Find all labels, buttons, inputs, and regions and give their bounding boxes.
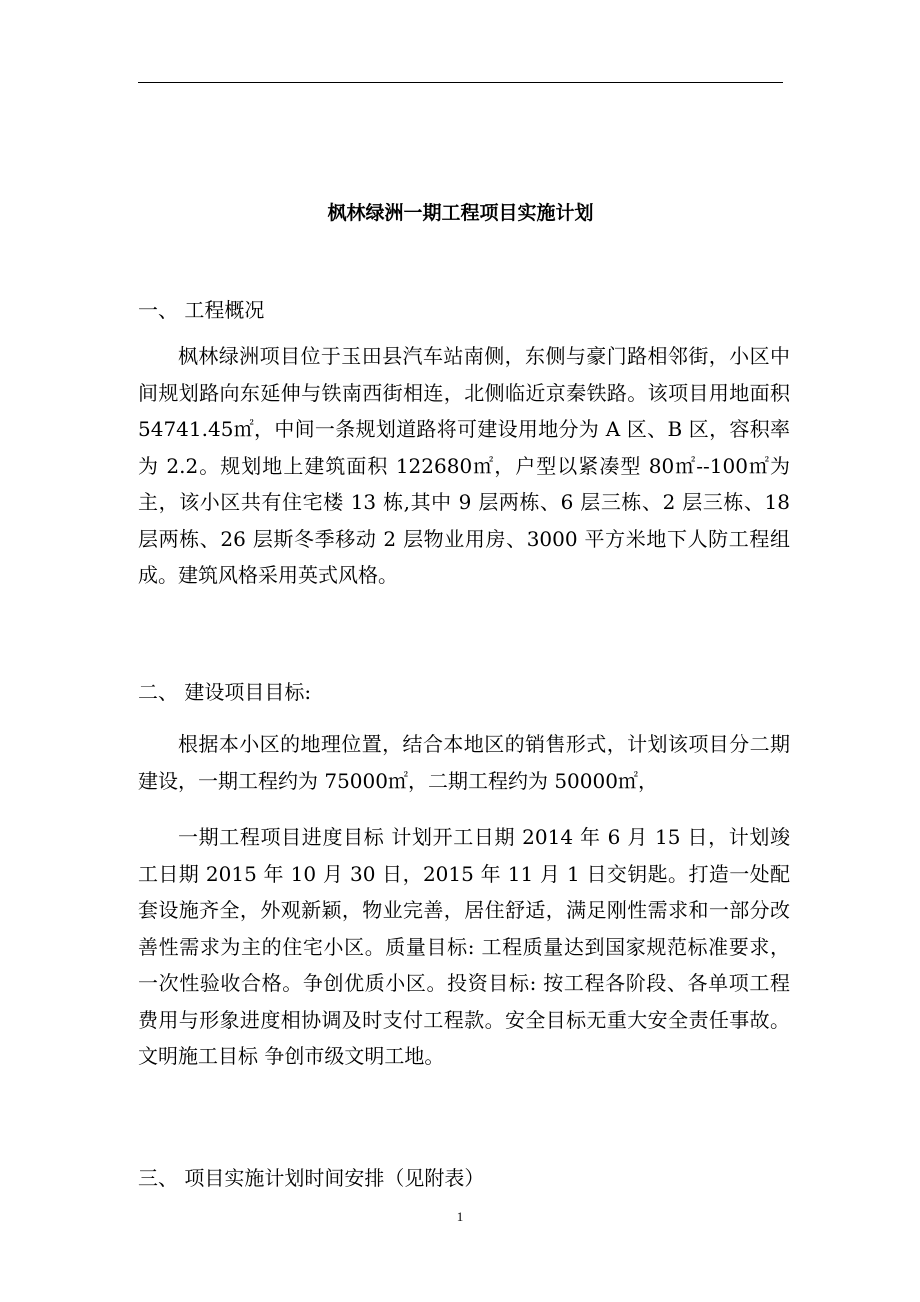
page-number: 1	[456, 1209, 464, 1224]
paragraph-construction-phases: 根据本小区的地理位置，结合本地区的销售形式，计划该项目分二期建设，一期工程约为 75000㎡，二期工程约为 50000㎡，	[138, 732, 790, 793]
section-heading-overview: 一、 工程概况	[138, 298, 265, 322]
paragraph-project-overview: 枫林绿洲项目位于玉田县汽车站南侧，东侧与豪门路相邻街，小区中间规划路向东延伸与铁南西街相连，北侧临近京秦铁路。该项目用地面积 54741.45㎡，中间一条规划道路将可建设用地分为 A 区、B 区，容积率为 2.2。规划地上建筑面积 122680㎡，户型以紧凑型 80㎡--100㎡为主，该小区共有住宅楼 13 栋,其中 9 层两栋、6 层三栋、2 层三栋、18 层两栋、26 层斯冬季移动 2 层物业用房、3000 平方米地下人防工程组成。建筑风格采用英式风格。	[138, 344, 790, 587]
section-heading-schedule: 三、 项目实施计划时间安排（见附表）	[138, 1166, 485, 1190]
header-rule	[138, 82, 783, 83]
section-heading-goals: 二、 建设项目目标:	[138, 680, 312, 704]
document-title: 枫林绿洲一期工程项目实施计划	[327, 202, 594, 224]
paragraph-phase-one-targets: 一期工程项目进度目标 计划开工日期 2014 年 6 月 15 日，计划竣工日期 2015 年 10 月 30 日，2015 年 11 月 1 日交钥匙。打造一处配套设施齐全，外观新颖，物业完善，居住舒适，满足刚性需求和一部分改善性需求为主的住宅小区。质量目标: 工程质量达到国家规范标准要求，一次性验收合格。争创优质小区。投资目标: 按工程各阶段、各单项工程费用与形象进度相协调及时支付工程款。安全目标无重大安全责任事故。文明施工目标 争创市级文明工地。	[138, 825, 790, 1068]
